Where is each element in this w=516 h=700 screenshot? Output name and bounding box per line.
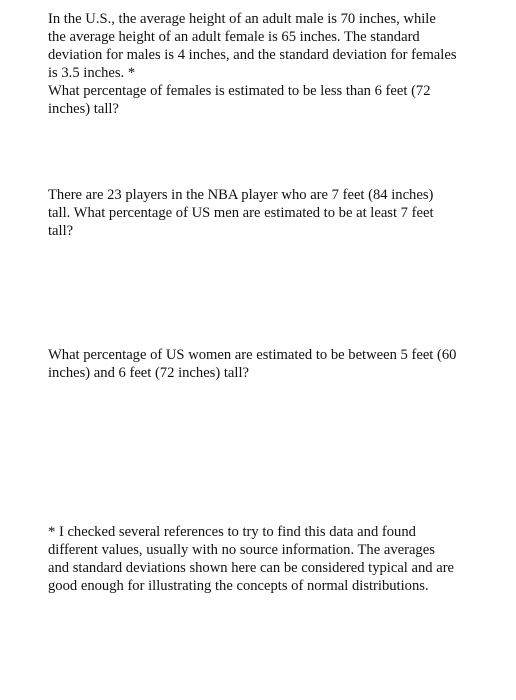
footnote-line: * I checked several references to try to find this data and found	[48, 524, 416, 540]
question-2-line: tall?	[48, 223, 74, 239]
question-1-line: inches) tall?	[48, 101, 119, 117]
question-3-paragraph	[48, 346, 478, 382]
footnote-line: different values, usually with no source information. The averages	[48, 542, 435, 558]
footnote-paragraph	[48, 523, 478, 595]
question-2-line: There are 23 players in the NBA player who are 7 feet (84 inches)	[48, 187, 434, 203]
intro-line: deviation for males is 4 inches, and the standard deviation for females	[48, 47, 457, 63]
intro-paragraph	[48, 10, 478, 118]
intro-line: the average height of an adult female is 65 inches. The standard	[48, 29, 420, 45]
footnote-line: good enough for illustrating the concepts of normal distributions.	[48, 578, 429, 594]
intro-line: In the U.S., the average height of an adult male is 70 inches, while	[48, 11, 436, 27]
question-3-line: What percentage of US women are estimated to be between 5 feet (60	[48, 347, 457, 363]
footnote-line: and standard deviations shown here can be considered typical and are	[48, 560, 455, 576]
question-2-line: tall. What percentage of US men are estimated to be at least 7 feet	[48, 205, 434, 221]
question-3-line: inches) and 6 feet (72 inches) tall?	[48, 365, 249, 381]
intro-line: is 3.5 inches. *	[48, 65, 136, 81]
question-2-paragraph	[48, 186, 478, 240]
question-1-line: What percentage of females is estimated to be less than 6 feet (72	[48, 83, 431, 99]
